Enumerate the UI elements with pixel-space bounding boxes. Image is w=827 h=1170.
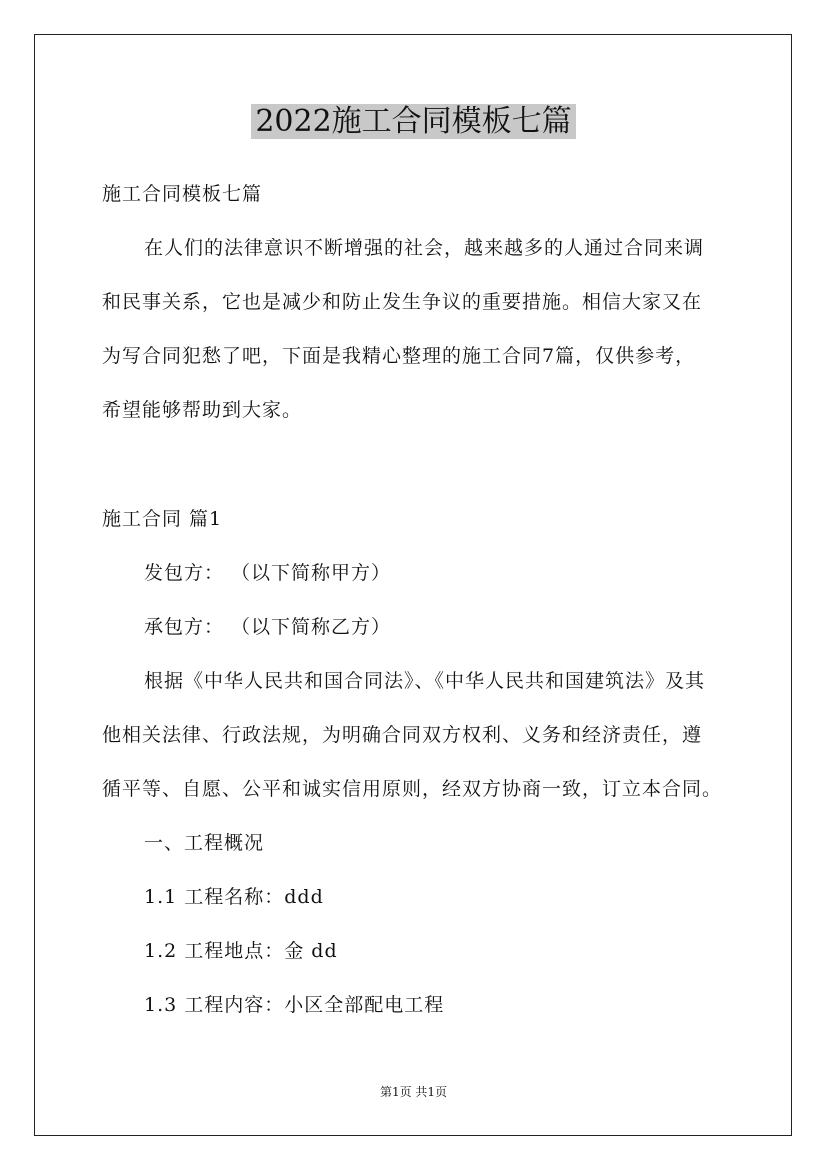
party-a-line: 发包方： （以下简称甲方） — [144, 562, 392, 584]
section-heading: 施工合同 篇1 — [102, 508, 223, 530]
page-footer: 第1页 共1页 — [379, 1085, 448, 1099]
clause-item-3: 1.3 工程内容：小区全部配电工程 — [144, 994, 445, 1016]
document-subtitle: 施工合同模板七篇 — [102, 183, 263, 205]
intro-line-3: 为写合同犯愁了吧，下面是我精心整理的施工合同7篇，仅供参考， — [102, 345, 696, 367]
intro-line-4: 希望能够帮助到大家。 — [102, 399, 303, 421]
document-title-text: 2022施工合同模板七篇 — [251, 104, 575, 139]
clause-item-2: 1.2 工程地点：金 dd — [144, 940, 338, 962]
party-b-line: 承包方： （以下简称乙方） — [144, 616, 392, 638]
basis-line-2: 他相关法律、行政法规，为明确合同双方权利、义务和经济责任，遵 — [102, 724, 703, 746]
intro-line-1: 在人们的法律意识不断增强的社会，越来越多的人通过合同来调 — [144, 237, 705, 259]
clause-heading: 一、工程概况 — [144, 832, 265, 854]
intro-line-2: 和民事关系，它也是减少和防止发生争议的重要措施。相信大家又在 — [102, 291, 703, 313]
document-title — [0, 100, 827, 144]
basis-line-1: 根据《中华人民共和国合同法》、《中华人民共和国建筑法》及其 — [144, 670, 706, 692]
basis-line-3: 循平等、自愿、公平和诚实信用原则，经双方协商一致，订立本合同。 — [102, 778, 723, 800]
clause-item-1: 1.1 工程名称：ddd — [144, 886, 324, 908]
